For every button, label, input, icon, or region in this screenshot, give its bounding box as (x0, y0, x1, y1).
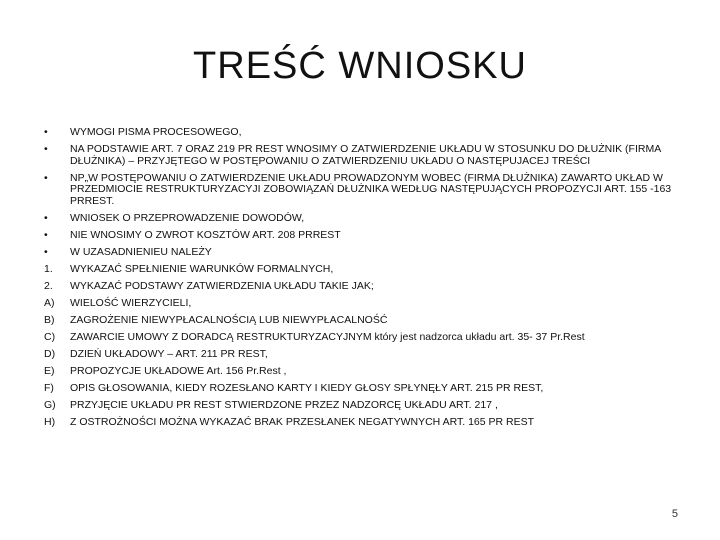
list-item-text: WNIOSEK O PRZEPROWADZENIE DOWODÓW, (70, 211, 305, 224)
list-item (44, 315, 684, 327)
list-item (44, 332, 684, 344)
list-marker: E) (44, 364, 55, 377)
list-item (44, 366, 684, 378)
list-marker: C) (44, 330, 56, 343)
list-item (44, 298, 684, 310)
list-item-text: ZAWARCIE UMOWY Z DORADCĄ RESTRUKTURYZACYJNYM który jest nadzorca układu art. 35- 37 Pr.Rest (70, 330, 585, 343)
list-marker: • (44, 143, 48, 155)
list-item (44, 264, 684, 276)
list-marker: 1. (44, 262, 53, 275)
list-marker: • (44, 211, 48, 224)
list-item (44, 230, 684, 242)
content-list (44, 127, 684, 434)
list-item (44, 173, 684, 208)
list-item-text: WYMOGI PISMA PROCESOWEGO, (70, 126, 242, 138)
list-item-text: WIELOŚĆ WIERZYCIELI, (70, 296, 192, 309)
list-item-text: OPIS GŁOSOWANIA, KIEDY ROZESŁANO KARTY I KIEDY GŁOSY SPŁYNĘŁY ART. 215 PR REST, (70, 381, 544, 394)
list-item (44, 144, 684, 167)
list-item-text: Z OSTROŻNOŚCI MOŻNA WYKAZAĆ BRAK PRZESŁANEK NEGATYWNYCH ART. 165 PR REST (70, 415, 535, 428)
slide-title: TREŚĆ WNIOSKU (193, 45, 527, 87)
list-item-text: ZAGROŻENIE NIEWYPŁACALNOŚCIĄ LUB NIEWYPŁACALNOŚĆ (70, 313, 388, 326)
list-item-text: W UZASADNIENIEU NALEŻY (70, 245, 212, 258)
page-number: 5 (671, 508, 678, 520)
list-marker: • (44, 171, 48, 184)
list-marker: • (44, 126, 48, 138)
list-item (44, 417, 684, 429)
list-item (44, 127, 684, 139)
list-item-text: WYKAZAĆ PODSTAWY ZATWIERDZENIA UKŁADU TAKIE JAK; (70, 279, 374, 292)
list-item (44, 247, 684, 259)
list-marker: • (44, 245, 48, 258)
list-marker: 2. (44, 279, 53, 292)
list-item-text: DZIEŃ UKŁADOWY – ART. 211 PR REST, (70, 347, 268, 360)
list-marker: F) (44, 381, 54, 394)
list-marker: A) (44, 296, 55, 309)
list-marker: H) (44, 415, 56, 428)
list-item-text: PRZYJĘCIE UKŁADU PR REST STWIERDZONE PRZEZ NADZORCĘ UKŁADU ART. 217 , (70, 398, 498, 411)
list-item (44, 281, 684, 293)
list-marker: B) (44, 313, 55, 326)
list-marker: D) (44, 347, 56, 360)
list-item (44, 383, 684, 395)
list-item-text: PROPOZYCJE UKŁADOWE Art. 156 Pr.Rest , (70, 364, 287, 377)
list-item (44, 400, 684, 412)
list-item (44, 349, 684, 361)
list-item (44, 213, 684, 225)
list-item-text: WYKAZAĆ SPEŁNIENIE WARUNKÓW FORMALNYCH, (70, 262, 334, 275)
list-marker: G) (44, 398, 56, 411)
list-marker: • (44, 228, 48, 241)
list-item-text: NA PODSTAWIE ART. 7 ORAZ 219 PR REST WNOSIMY O ZATWIERDZENIE UKŁADU W STOSUNKU DO DŁUŻNIK (FIRMA DŁUŻNIKA) – PRZYJĘTEGO W POSTĘPOWANIU O ZATWIERDZENIU UKŁADU O NASTĘPUJACEJ TREŚCI (70, 143, 661, 167)
list-item-text: NIE WNOSIMY O ZWROT KOSZTÓW ART. 208 PRREST (70, 228, 341, 241)
list-item-text: NP„W POSTĘPOWANIU O ZATWIERDZENIE UKŁADU PROWADZONYM WOBEC (FIRMA DŁUŻNIKA) ZAWARTO UKŁAD W PRZEDMIOCIE RESTRUKTURYZACYJI ZOBOWIĄZAŃ DŁUŻNIKA WEDŁUG NASTĘPUJĄCYCH PROPOZYCJI ART. 155 -163 PRREST. (70, 171, 672, 207)
